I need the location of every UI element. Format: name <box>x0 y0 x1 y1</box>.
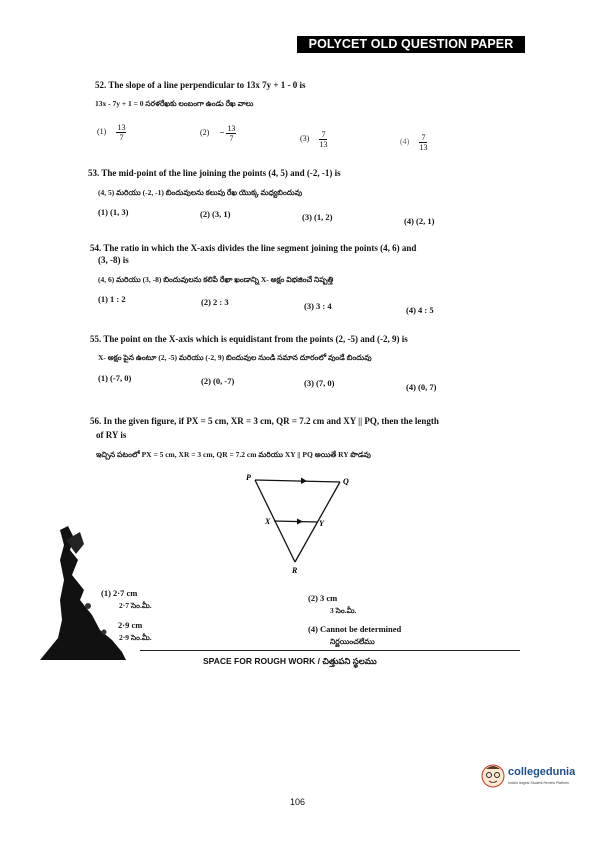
label-p: P <box>246 473 251 482</box>
arrow-pq <box>301 478 307 485</box>
option-2: (2) − $\frac{13}{7}$ <box>200 124 236 143</box>
question-telugu: X- అక్షం పైన ఉంటూ (2, -5) మరియు (-2, 9) బిందువుల నుండి సమాన దూరంలో వుండే బిందువు <box>98 353 372 362</box>
triangle-figure <box>235 470 355 580</box>
option-3: (3) (7, 0) <box>304 378 335 388</box>
label-q: Q <box>343 477 349 486</box>
option-1: (1) $\frac{13}{7}$ <box>97 123 126 142</box>
fraction: $\frac{13}{7}$ <box>117 123 126 142</box>
option-2: (2) 2 : 3 <box>201 297 229 307</box>
option-3-telugu: 2·9 సెం.మీ. <box>119 633 152 642</box>
option-1: (1) (1, 3) <box>98 207 129 217</box>
question-text: The slope of a line perpendicular to 13x 7y + 1 - 0 is <box>108 80 306 90</box>
option-1-telugu: 2·7 సెం.మీ. <box>119 601 152 610</box>
segment-pq <box>255 480 340 482</box>
option-1: (1) 1 : 2 <box>98 294 126 304</box>
question-53: 53. The mid-point of the line joining the points (4, 5) and (-2, -1) is <box>88 168 341 178</box>
question-54: 54. The ratio in which the X-axis divides the line segment joining the points (4, 6) and <box>90 243 417 253</box>
option-1: (1) (-7, 0) <box>98 373 132 383</box>
segment-xy <box>274 521 317 522</box>
option-3: (3) 3 : 4 <box>304 301 332 311</box>
question-number: 52. <box>95 80 107 90</box>
question-telugu: 13x - 7y + 1 = 0 సరళరేఖకు లంబంగా ఉండు రేఖ వాలు <box>95 99 254 108</box>
header-banner: POLYCET OLD QUESTION PAPER <box>297 36 525 53</box>
option-2: (2) (3, 1) <box>200 209 231 219</box>
label-y: Y <box>319 519 324 528</box>
option-4: (4) $\frac{7}{13}$ <box>400 133 428 152</box>
arrow-xy <box>297 519 303 525</box>
option-4: (4) Cannot be determined <box>308 624 402 634</box>
divider <box>140 650 520 651</box>
option-3: 2·9 cm <box>118 620 143 630</box>
fraction: $\frac{13}{7}$ <box>227 124 236 143</box>
label-r: R <box>292 566 298 575</box>
option-4-telugu: నిర్ణయించలేము <box>330 637 375 646</box>
fraction: $\frac{7}{13}$ <box>319 130 328 149</box>
question-text-cont: (3, -8) is <box>98 255 129 265</box>
rough-work-label: SPACE FOR ROUGH WORK / చిత్తుపని స్థలము <box>203 656 377 666</box>
option-1: (1) 2·7 cm <box>101 588 138 598</box>
question-telugu: ఇచ్చిన పటంలో PX = 5 cm, XR = 3 cm, QR = 7.2 cm మరియు XY || PQ అయితే RY పొడవు <box>96 450 371 459</box>
question-telugu: (4, 5) మరియు (-2, -1) బిందువులను కలుపు రేఖ యొక్క మధ్యబిందువు <box>98 188 303 197</box>
option-4: (4) (0, 7) <box>406 382 437 392</box>
logo-text: collegedunia <box>508 766 576 778</box>
question-text-cont: of RY is <box>96 430 127 440</box>
option-2: (2) 3 cm <box>308 593 338 603</box>
label-x: X <box>265 517 271 526</box>
option-3: (3) $\frac{7}{13}$ <box>300 130 328 149</box>
option-2-telugu: 3 సెం.మీ. <box>330 606 357 615</box>
question-52 <box>95 80 306 90</box>
option-4: (4) 4 : 5 <box>406 305 434 315</box>
question-telugu: (4, 6) మరియు (3, -8) బిందువులను కలిపే రేఖా ఖండాన్ని X- అక్షం విభజించే నిష్పత్తి <box>98 275 334 284</box>
page-number: 106 <box>289 797 306 807</box>
question-56: 56. In the given figure, if PX = 5 cm, XR = 3 cm, QR = 7.2 cm and XY || PQ, then the length <box>90 416 439 426</box>
option-2: (2) (0, -7) <box>201 376 235 386</box>
option-3: (3) (1, 2) <box>302 212 333 222</box>
option-4: (4) (2, 1) <box>404 216 435 226</box>
question-55: 55. The point on the X-axis which is equidistant from the points (2, -5) and (-2, 9) is <box>90 334 408 344</box>
fraction: $\frac{7}{13}$ <box>419 133 428 152</box>
logo-tagline: India's largest Student Review Platform <box>508 781 569 785</box>
